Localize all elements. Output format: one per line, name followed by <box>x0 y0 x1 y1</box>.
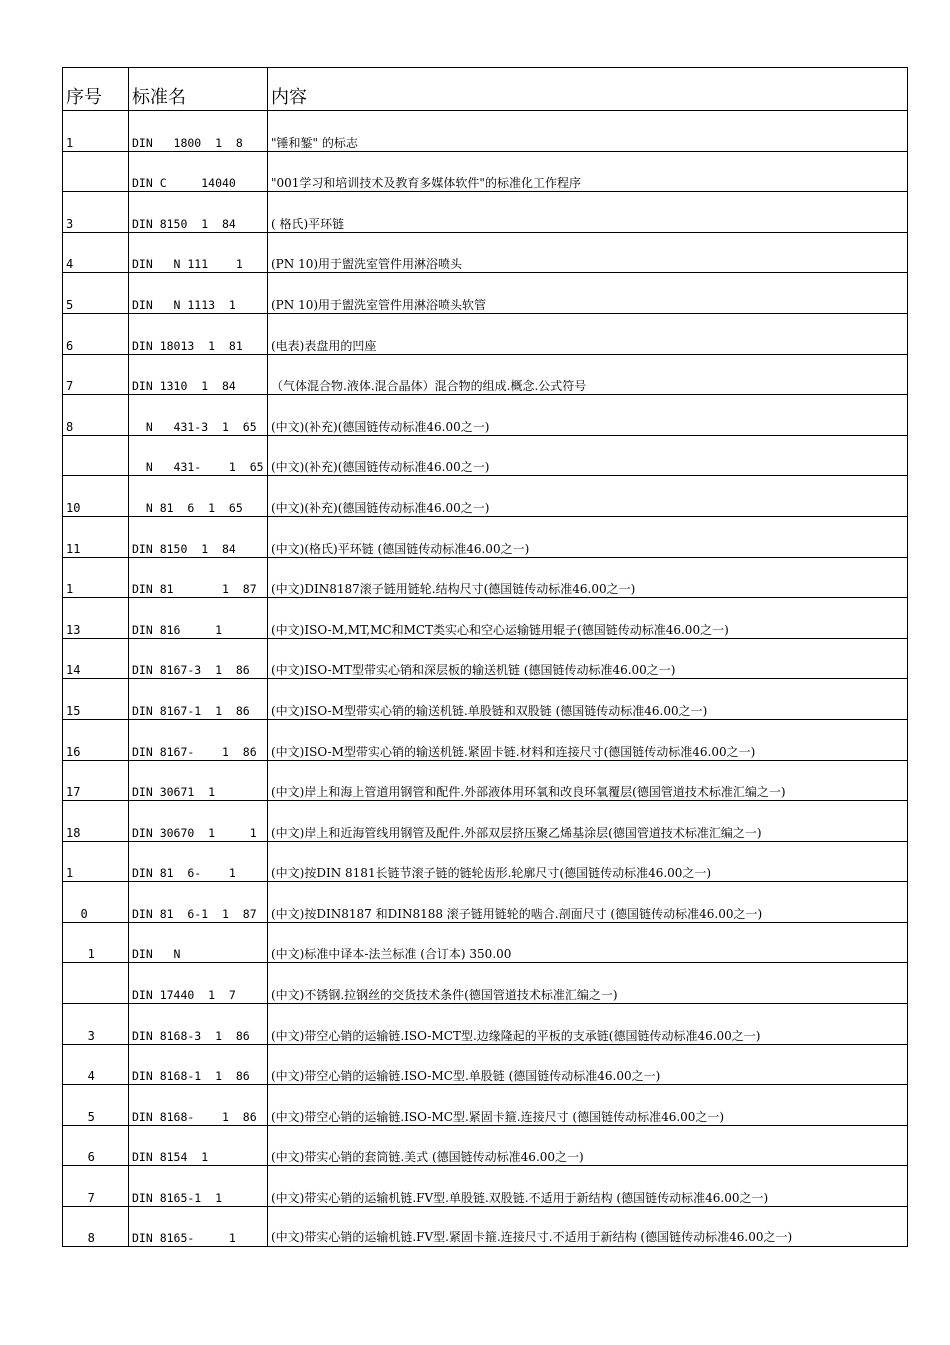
row-content: (中文)带空心销的运输链.ISO-MC型.紧固卡箍.连接尺寸 (德国链传动标准46.00之一) <box>271 1109 725 1124</box>
row-serial-cell <box>63 842 129 882</box>
table-row <box>63 1125 907 1166</box>
row-content-cell <box>268 436 907 476</box>
row-standard-cell <box>129 761 268 801</box>
table-row <box>63 760 907 801</box>
row-content-cell <box>268 314 907 354</box>
row-standard-cell <box>129 558 268 598</box>
row-serial-cell <box>63 679 129 719</box>
row-standard: DIN 8168- 1 86 <box>132 1109 257 1124</box>
row-standard-cell <box>129 355 268 395</box>
table-row <box>63 1003 907 1044</box>
row-content-cell <box>268 882 907 922</box>
row-serial: 6 <box>66 338 74 353</box>
standards-table <box>62 67 908 1247</box>
row-standard-cell <box>129 598 268 638</box>
row-standard: DIN 8167-3 1 86 <box>132 663 250 678</box>
row-standard: DIN 816 1 <box>132 622 223 637</box>
header-standard-label: 标准名 <box>132 87 186 108</box>
row-content-cell <box>268 558 907 598</box>
row-content-cell <box>268 1045 907 1085</box>
row-serial-cell <box>63 882 129 922</box>
row-standard: DIN 81 1 87 <box>132 582 257 597</box>
row-content-cell <box>268 720 907 760</box>
row-content: (中文)岸上和海上管道用钢管和配件.外部液体用环氧和改良环氧覆层(德国管道技术标准汇编之一) <box>271 785 786 800</box>
row-serial-cell <box>63 111 129 151</box>
table-row <box>63 191 907 232</box>
row-content-cell <box>268 192 907 232</box>
row-content-cell <box>268 1126 907 1166</box>
row-serial-cell <box>63 314 129 354</box>
header-serial-label: 序号 <box>66 87 102 108</box>
row-serial-cell <box>63 395 129 435</box>
row-standard: DIN 8168-1 1 86 <box>132 1069 250 1084</box>
row-standard-cell <box>129 1126 268 1166</box>
row-serial-cell <box>63 1004 129 1044</box>
table-row <box>63 1044 907 1085</box>
row-content: (中文)带空心销的运输链.ISO-MCT型.边缘隆起的平板的支承链(德国链传动标准46.00之一) <box>271 1028 761 1043</box>
row-content: (电表)表盘用的凹座 <box>271 338 377 353</box>
row-serial-cell <box>63 963 129 1003</box>
row-serial-cell <box>63 1126 129 1166</box>
table-row <box>63 1084 907 1125</box>
row-serial: 8 <box>66 1231 95 1246</box>
table-row <box>63 841 907 882</box>
row-content-cell <box>268 476 907 516</box>
row-content-cell <box>268 111 907 151</box>
row-standard: DIN 8165- 1 <box>132 1231 236 1246</box>
table-header-row <box>63 68 907 110</box>
row-serial-cell <box>63 1045 129 1085</box>
row-content: (中文)不锈钢.拉钢丝的交货技术条件(德国管道技术标准汇编之一) <box>271 988 618 1003</box>
row-serial-cell <box>63 720 129 760</box>
table-row <box>63 516 907 557</box>
table-row <box>63 354 907 395</box>
table-row <box>63 232 907 273</box>
row-serial: 1 <box>66 866 74 881</box>
row-standard: DIN 8150 1 84 <box>132 216 236 231</box>
row-serial: 1 <box>66 947 95 962</box>
row-standard: DIN C 14040 <box>132 176 236 191</box>
row-content: (中文)(补充)(德国链传动标准46.00之一) <box>271 419 490 434</box>
table-row <box>63 1206 907 1246</box>
row-standard: DIN 8154 1 <box>132 1150 209 1165</box>
row-standard: DIN 18013 1 81 <box>132 338 243 353</box>
row-content-cell <box>268 761 907 801</box>
table-row <box>63 394 907 435</box>
table-row <box>63 597 907 638</box>
row-content: (中文)(补充)(德国链传动标准46.00之一) <box>271 500 490 515</box>
row-content-cell <box>268 598 907 638</box>
row-serial-cell <box>63 598 129 638</box>
row-serial: 1 <box>66 135 74 150</box>
row-standard: DIN N 111 1 <box>132 257 243 272</box>
row-content: (中文)按DIN8187 和DIN8188 滚子链用链轮的啮合.剖面尺寸 (德国链传动标准46.00之一) <box>271 906 763 921</box>
row-serial-cell <box>63 639 129 679</box>
row-standard-cell <box>129 882 268 922</box>
row-content-cell <box>268 679 907 719</box>
row-serial: 3 <box>66 216 74 231</box>
row-standard-cell <box>129 517 268 557</box>
row-serial: 7 <box>66 379 74 394</box>
row-content-cell <box>268 273 907 313</box>
row-standard: DIN 30670 1 1 <box>132 825 257 840</box>
row-content: （气体混合物.液体.混合晶体）混合物的组成.概念.公式符号 <box>271 379 587 394</box>
row-content-cell <box>268 842 907 882</box>
row-serial: 18 <box>66 825 81 840</box>
table-row <box>63 272 907 313</box>
row-serial: 5 <box>66 1109 95 1124</box>
row-content: (中文)带实心销的运输机链.FV型.单股链.双股链.不适用于新结构 (德国链传动标准46.00之一) <box>271 1191 769 1206</box>
table-row <box>63 962 907 1003</box>
row-content: (中文)ISO-M,MT,MC和MCT类实心和空心运输链用辊子(德国链传动标准46.00之一) <box>271 622 729 637</box>
row-standard-cell <box>129 1085 268 1125</box>
row-serial: 5 <box>66 297 74 312</box>
row-standard: DIN 8168-3 1 86 <box>132 1028 250 1043</box>
row-serial-cell <box>63 476 129 516</box>
row-serial: 17 <box>66 785 81 800</box>
row-content-cell <box>268 923 907 963</box>
table-row <box>63 800 907 841</box>
row-serial-cell <box>63 273 129 313</box>
row-serial: 0 <box>66 906 88 921</box>
row-content: (中文)岸上和近海管线用钢管及配件.外部双层挤压聚乙烯基涂层(德国管道技术标准汇编之一) <box>271 825 762 840</box>
table-row <box>63 638 907 679</box>
row-standard-cell <box>129 842 268 882</box>
row-serial: 11 <box>66 541 81 556</box>
row-content-cell <box>268 801 907 841</box>
row-standard: N 81 6 1 65 <box>132 500 243 515</box>
row-content-cell <box>268 233 907 273</box>
row-standard: DIN N <box>132 947 181 962</box>
header-content-label: 内容 <box>271 87 307 108</box>
row-standard: DIN 8167- 1 86 <box>132 744 257 759</box>
row-content: "001学习和培训技术及教育多媒体软件"的标准化工作程序 <box>271 176 581 191</box>
table-row <box>63 110 907 151</box>
row-serial: 16 <box>66 744 81 759</box>
row-serial: 8 <box>66 419 74 434</box>
row-standard-cell <box>129 152 268 192</box>
row-content-cell <box>268 639 907 679</box>
row-standard-cell <box>129 233 268 273</box>
row-serial: 13 <box>66 622 81 637</box>
row-serial-cell <box>63 801 129 841</box>
row-content: (中文)带实心销的运输机链.FV型.紧固卡箍.连接尺寸.不适用于新结构 (德国链传动标准46.00之一) <box>271 1230 793 1245</box>
row-content: (中文)ISO-M型带实心销的输送机链.单股链和双股链 (德国链传动标准46.00之一) <box>271 703 708 718</box>
row-content: (中文)带空心销的运输链.ISO-MC型.单股链 (德国链传动标准46.00之一) <box>271 1069 661 1084</box>
table-row <box>63 1165 907 1206</box>
table-row <box>63 557 907 598</box>
row-standard: DIN 1310 1 84 <box>132 379 236 394</box>
row-content: (中文)DIN8187滚子链用链轮.结构尺寸(德国链传动标准46.00之一) <box>271 582 636 597</box>
header-standard-name <box>129 68 268 110</box>
row-serial-cell <box>63 355 129 395</box>
row-content-cell <box>268 355 907 395</box>
row-content-cell <box>268 517 907 557</box>
row-standard-cell <box>129 963 268 1003</box>
row-content-cell <box>268 963 907 1003</box>
row-standard-cell <box>129 720 268 760</box>
row-content: (中文)按DIN 8181长链节滚子链的链轮齿形.轮廓尺寸(德国链传动标准46.00之一) <box>271 866 712 881</box>
row-standard: N 431- 1 65 <box>132 460 264 475</box>
row-serial: 10 <box>66 500 81 515</box>
row-standard: DIN 8165-1 1 <box>132 1191 223 1206</box>
row-content: (中文)ISO-MT型带实心销和深层板的输送机链 (德国链传动标准46.00之一) <box>271 663 676 678</box>
row-standard: DIN 8167-1 1 86 <box>132 703 250 718</box>
row-standard-cell <box>129 923 268 963</box>
row-standard-cell <box>129 639 268 679</box>
row-content: ( 格氏)平环链 <box>271 216 345 231</box>
row-standard-cell <box>129 1045 268 1085</box>
row-serial: 1 <box>66 582 74 597</box>
row-standard-cell <box>129 1166 268 1206</box>
row-serial-cell <box>63 233 129 273</box>
row-standard-cell <box>129 436 268 476</box>
row-standard: DIN N 1113 1 <box>132 297 236 312</box>
row-standard: DIN 17440 1 7 <box>132 988 236 1003</box>
row-serial-cell <box>63 923 129 963</box>
table-row <box>63 475 907 516</box>
header-content <box>268 68 907 110</box>
row-standard: DIN 81 6-1 1 87 <box>132 906 257 921</box>
table-row <box>63 313 907 354</box>
row-standard-cell <box>129 192 268 232</box>
row-content-cell <box>268 1004 907 1044</box>
row-serial-cell <box>63 1166 129 1206</box>
table-row <box>63 151 907 192</box>
row-content: (PN 10)用于盥洗室管件用淋浴喷头 <box>271 257 463 272</box>
row-serial: 15 <box>66 703 81 718</box>
row-standard-cell <box>129 801 268 841</box>
row-serial-cell <box>63 558 129 598</box>
row-standard-cell <box>129 314 268 354</box>
row-content: (中文)带实心销的套筒链.美式 (德国链传动标准46.00之一) <box>271 1150 584 1165</box>
row-serial-cell <box>63 152 129 192</box>
row-serial: 7 <box>66 1191 95 1206</box>
row-serial-cell <box>63 436 129 476</box>
row-standard: DIN 81 6- 1 <box>132 866 236 881</box>
row-content: (中文)(补充)(德国链传动标准46.00之一) <box>271 460 490 475</box>
row-serial-cell <box>63 761 129 801</box>
row-content: (中文)ISO-M型带实心销的输送机链.紧固卡链.材料和连接尺寸(德国链传动标准46.00之一) <box>271 744 756 759</box>
table-row <box>63 922 907 963</box>
row-content: "锤和錾" 的标志 <box>271 135 358 150</box>
table-row <box>63 719 907 760</box>
row-standard: DIN 30671 1 <box>132 785 216 800</box>
row-content-cell <box>268 152 907 192</box>
row-content: (PN 10)用于盥洗室管件用淋浴喷头软管 <box>271 297 487 312</box>
row-content-cell <box>268 1207 907 1246</box>
row-content: (中文)标准中译本-法兰标准 (合订本) 350.00 <box>271 947 512 962</box>
row-serial: 14 <box>66 663 81 678</box>
row-serial: 6 <box>66 1150 95 1165</box>
row-content-cell <box>268 395 907 435</box>
table-row <box>63 435 907 476</box>
row-serial: 4 <box>66 257 74 272</box>
row-standard: DIN 8150 1 84 <box>132 541 236 556</box>
row-serial-cell <box>63 1085 129 1125</box>
table-row <box>63 678 907 719</box>
row-standard-cell <box>129 476 268 516</box>
row-standard-cell <box>129 1207 268 1246</box>
row-serial-cell <box>63 192 129 232</box>
row-standard-cell <box>129 679 268 719</box>
row-serial: 4 <box>66 1069 95 1084</box>
table-row <box>63 881 907 922</box>
row-content-cell <box>268 1166 907 1206</box>
header-serial-number <box>63 68 129 110</box>
row-serial-cell <box>63 517 129 557</box>
row-standard: N 431-3 1 65 <box>132 419 257 434</box>
row-standard-cell <box>129 111 268 151</box>
row-standard-cell <box>129 395 268 435</box>
row-serial-cell <box>63 1207 129 1246</box>
row-content: (中文)(格氏)平环链 (德国链传动标准46.00之一) <box>271 541 530 556</box>
row-standard-cell <box>129 273 268 313</box>
row-standard-cell <box>129 1004 268 1044</box>
row-standard: DIN 1800 1 8 <box>132 135 243 150</box>
row-content-cell <box>268 1085 907 1125</box>
row-serial: 3 <box>66 1028 95 1043</box>
